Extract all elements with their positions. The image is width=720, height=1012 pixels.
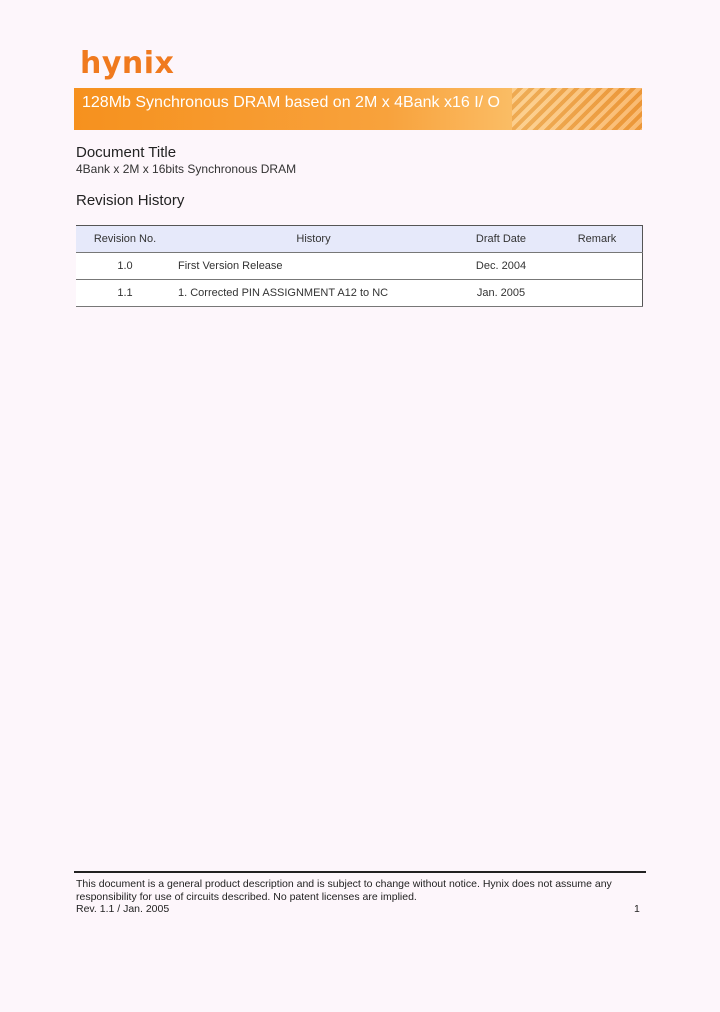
table-row <box>76 253 643 280</box>
column-header-revision: Revision No. <box>76 226 174 253</box>
revision-history-heading: Revision History <box>76 192 185 209</box>
history-cell: 1. Corrected PIN ASSIGNMENT A12 to NC <box>174 280 450 307</box>
remark-cell <box>552 280 643 307</box>
table-header-row <box>76 226 643 253</box>
remark-cell <box>552 253 643 280</box>
page-number: 1 <box>634 903 640 915</box>
column-header-remark: Remark <box>552 226 643 253</box>
title-banner <box>74 88 642 130</box>
revision-cell: 1.0 <box>76 253 174 280</box>
hynix-logo: hynix <box>80 46 175 81</box>
document-title-text: 4Bank x 2M x 16bits Synchronous DRAM <box>76 162 297 176</box>
table-row <box>76 280 643 307</box>
column-header-history: History <box>174 226 450 253</box>
draft-date-cell: Jan. 2005 <box>450 280 552 307</box>
footer-divider <box>74 871 646 873</box>
history-cell: First Version Release <box>174 253 450 280</box>
footer-revision: Rev. 1.1 / Jan. 2005 <box>76 903 170 915</box>
revision-cell: 1.1 <box>76 280 174 307</box>
column-header-draft-date: Draft Date <box>450 226 552 253</box>
revision-history-table <box>76 225 643 307</box>
document-title-heading: Document Title <box>76 144 177 161</box>
draft-date-cell: Dec. 2004 <box>450 253 552 280</box>
banner-title: 128Mb Synchronous DRAM based on 2M x 4Bank x16 I/ O <box>82 94 500 111</box>
footer-disclaimer: This document is a general product description and is subject to change without notice. Hynix does not assume any responsibility for use of circuits described. No patent licenses are implied. <box>76 878 612 903</box>
